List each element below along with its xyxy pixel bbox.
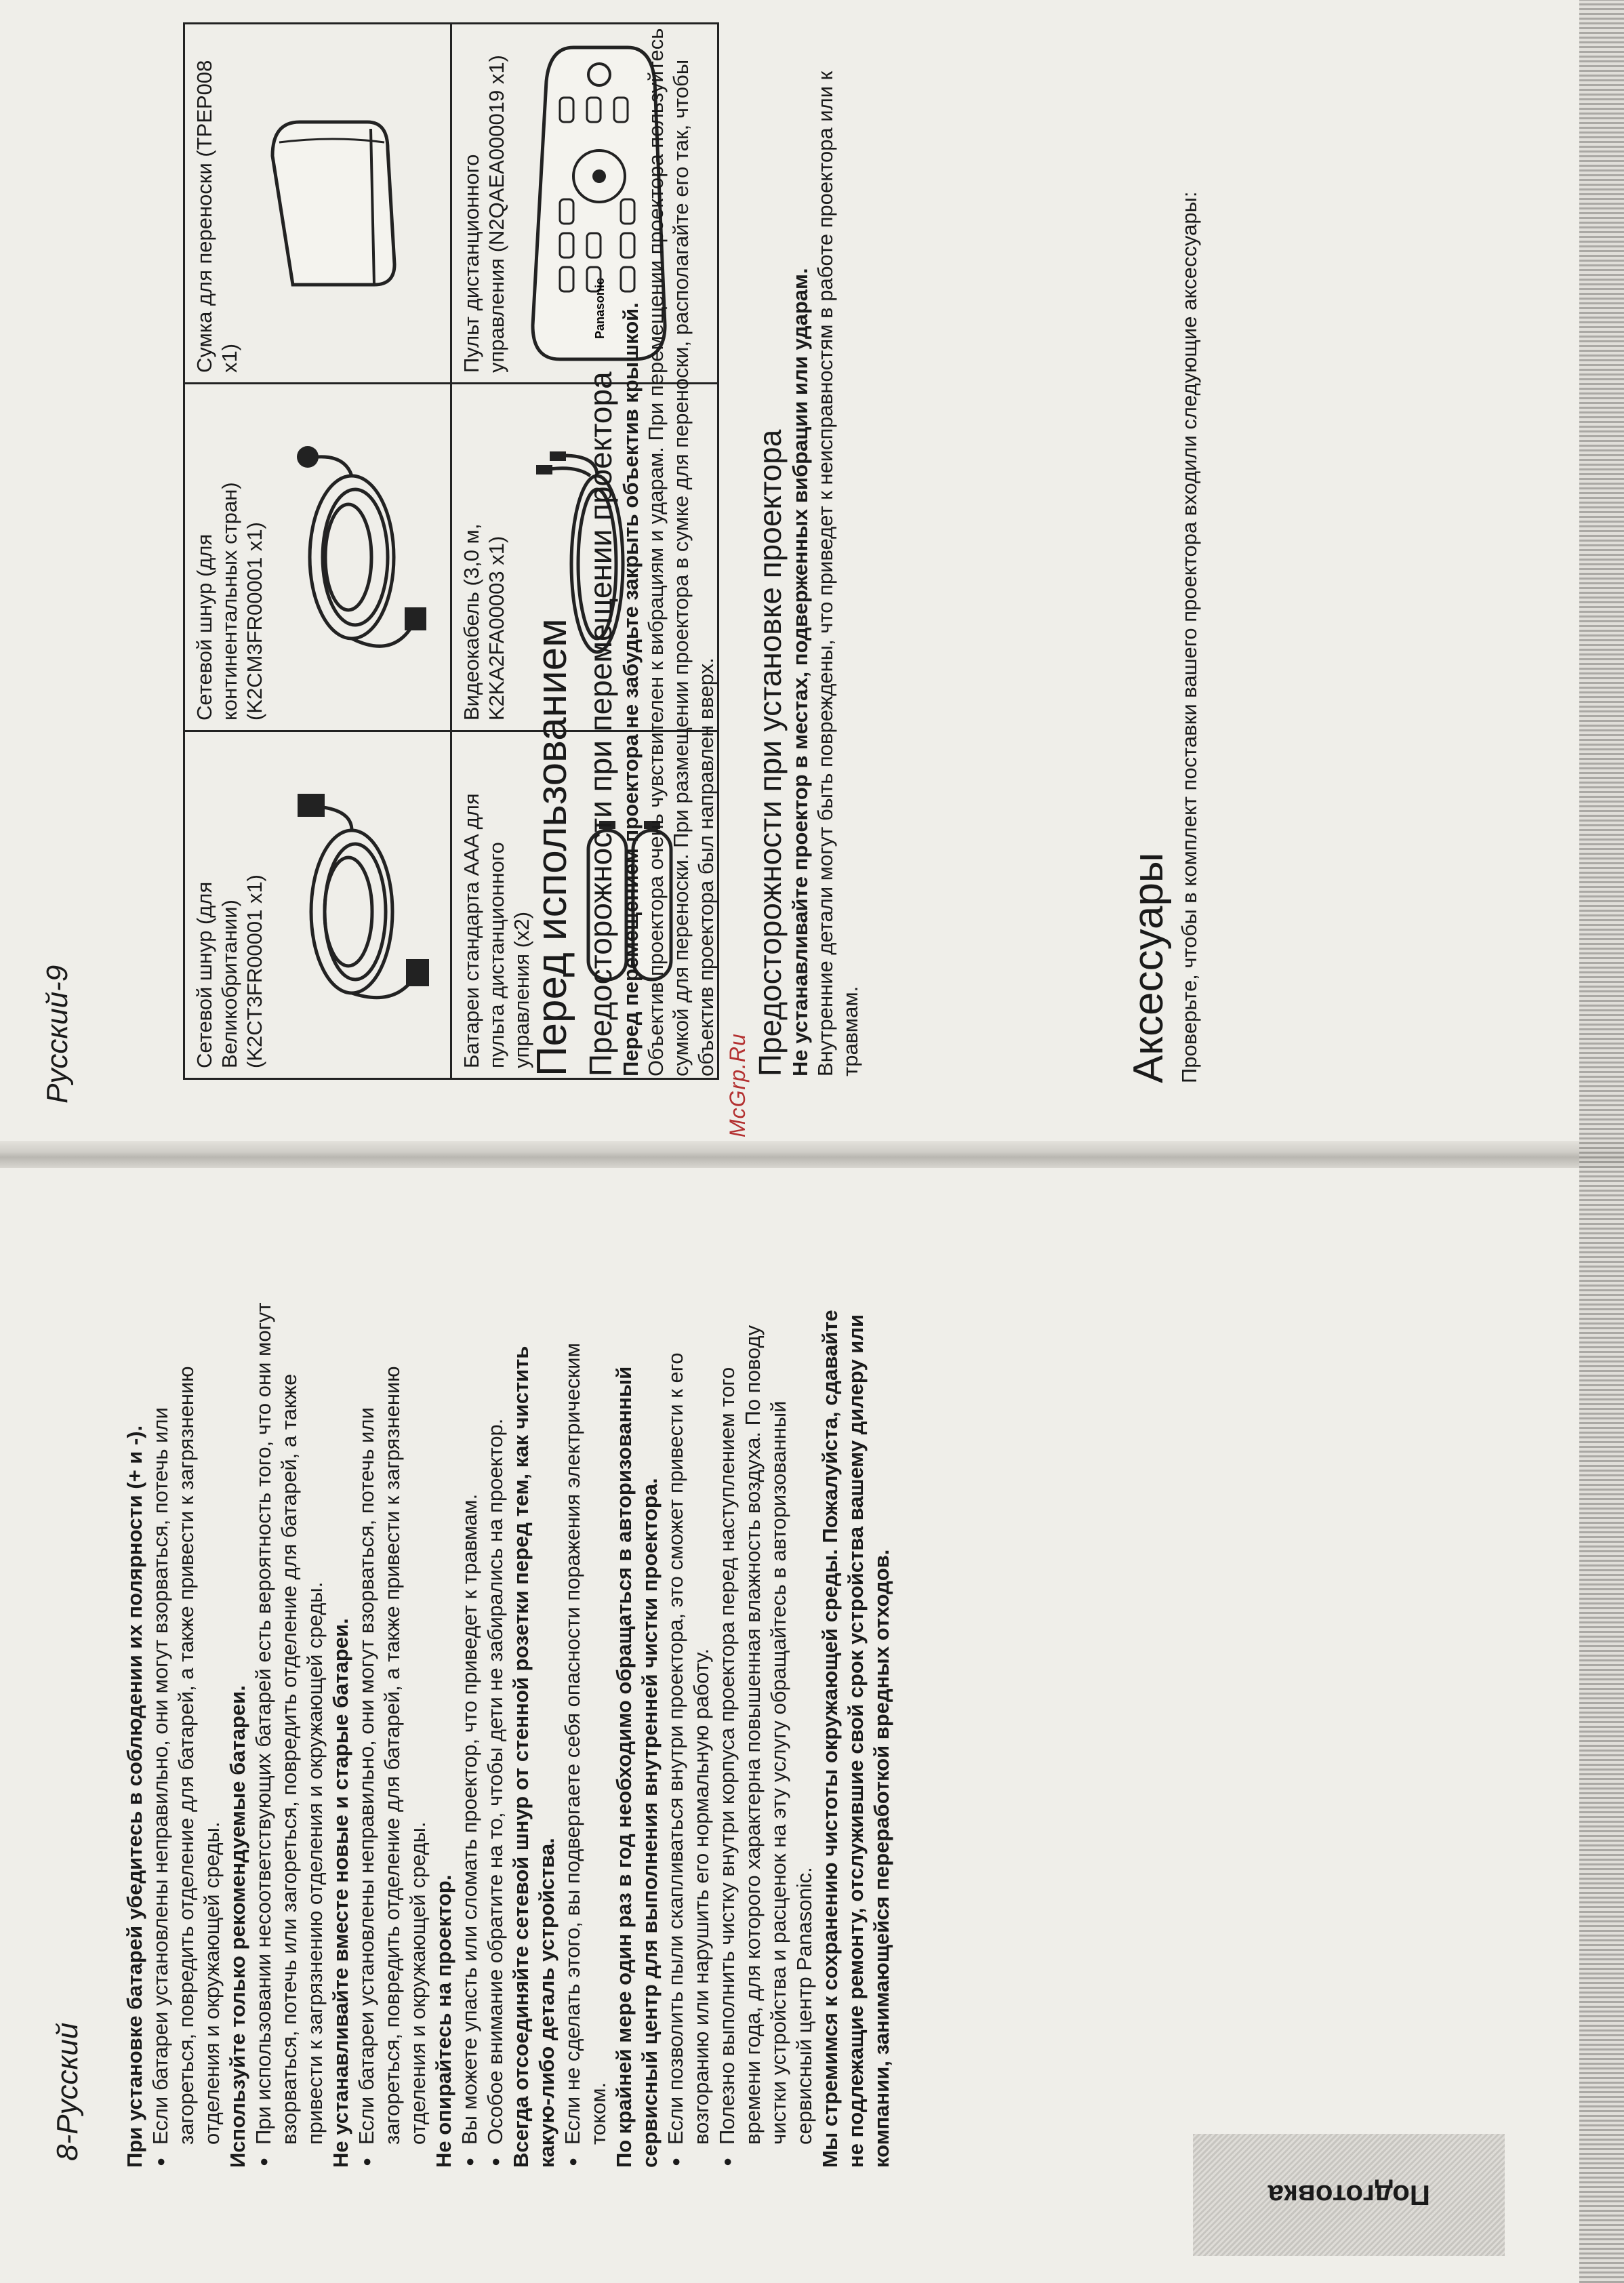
page-number-right: Русский-9 bbox=[41, 965, 74, 1104]
warning-bullet: ● Особое внимание обратите на то, чтобы дети не забирались на проектор. bbox=[483, 1300, 508, 2168]
move-text: Объектив проектора очень чувствителен к вибрациям и ударам. При перемещении проектора пользуйтесь сумкой для переноски. При размещении проектора в сумке для переноски, располагайте его так, чтобы объектив проектора был направлен вверх. bbox=[644, 28, 718, 1076]
accessories-intro: Проверьте, чтобы в комплект поставки вашего проектора входили следующие аксессуары: bbox=[1177, 191, 1201, 1083]
warning-heading: Не устанавливайте вместе новые и старые батареи. bbox=[329, 1618, 352, 2168]
accessory-label: Сетевой шнур (для Великобритании) (K2CT3FR00001 x1) bbox=[192, 874, 266, 1068]
warning-heading: Используйте только рекомендуемые батареи. bbox=[226, 1685, 249, 2168]
warning-bullet: ● Вы можете упасть или сломать проектор, что приведет к травмам. bbox=[457, 1300, 483, 2168]
warning-bullet: ● Если позволить пыли скапливаться внутри проектора, это сможет привести к его возгоранию или нарушить его нормальную работу. bbox=[663, 1300, 714, 2168]
accessory-label: Сетевой шнур (для континентальных стран) (K2CM3FR00001 x1) bbox=[192, 482, 266, 721]
scan-edge bbox=[1579, 0, 1624, 2283]
install-lead: Не устанавливайте проектор в местах, подверженных вибрации или ударам. bbox=[788, 268, 812, 1076]
accessory-label: Пульт дистанционного управления (N2QAEA000019 x1) bbox=[460, 55, 508, 373]
accessory-label: Батареи стандарта AAA для пульта дистанционного управления (x2) bbox=[460, 793, 533, 1068]
power-cord-eu-icon bbox=[267, 394, 443, 721]
warning-heading: При установке батарей убедитесь в соблюдении их полярности (+ и -). bbox=[123, 1425, 146, 2168]
page-number-left: 8-Русский bbox=[51, 2022, 84, 2161]
accessories-section bbox=[1125, 26, 1202, 1083]
left-page-text bbox=[122, 1300, 895, 2168]
accessories-title: Аксессуары bbox=[1125, 852, 1172, 1083]
warning-heading: По крайней мере один раз в год необходимо обращаться в авторизованный сервисный центр для выполнения внутренней чистки проектора. bbox=[612, 1366, 662, 2168]
power-cord-uk-icon bbox=[267, 742, 443, 1068]
usage-title: Перед использованием bbox=[529, 618, 575, 1076]
accessory-label: Видеокабель (3,0 м, K2KA2FA00003 x1) bbox=[460, 523, 508, 721]
carry-bag-icon bbox=[242, 34, 418, 373]
warning-bullet: ● При использовании несоответствующих батарей есть вероятность того, что они могут взорваться, потечь или загореться, повредить отделение для батарей, а также привести к загрязнению отделения и окружающей среды. bbox=[251, 1300, 328, 2168]
move-lead: Перед перемещением проектора не забудьте закрыть объектив крышкой. bbox=[619, 302, 643, 1076]
accessory-cell bbox=[184, 731, 451, 1079]
book-spine bbox=[0, 1141, 1624, 1168]
warning-bullet: ● Если не сделать этого, вы подвергаете себя опасности поражения электрическим током. bbox=[560, 1300, 611, 2168]
accessory-label: Сумка для переноски (TPEP008 x1) bbox=[192, 60, 241, 373]
watermark: McGrp.Ru bbox=[725, 1033, 750, 1137]
warning-bullet: ● Если батареи установлены неправильно, они могут взорваться, потечь или загореться, повредить отделение для батарей, а также привести к загрязнению отделения и окружающей среды. bbox=[148, 1300, 225, 2168]
warning-heading: Мы стремимся к сохранению чистоты окружающей среды. Пожалуйста, сдавайте не подлежащие ремонту, отслужившие свой срок устройства вашему дилеру или компании, занимающейся переработкой вредных отходов. bbox=[818, 1310, 893, 2168]
install-title: Предосторожности при установке проектора bbox=[752, 429, 788, 1076]
accessory-cell bbox=[184, 24, 451, 384]
move-title: Предосторожности при перемещении проектора bbox=[583, 371, 618, 1076]
section-tab: Подготовка bbox=[1267, 2179, 1430, 2211]
accessory-cell bbox=[184, 384, 451, 731]
install-text: Внутренние детали могут быть повреждены, что приведет к неисправностям в работе проектора или к травмам. bbox=[813, 70, 862, 1076]
warning-bullet: ● Полезно выполнить чистку внутри корпуса проектора перед наступлением того времени года, для которого характерна повышенная влажность воздуха. По поводу чистки устройства и расценок на эту услугу обращайтесь в авторизованный сервисный центр Panasonic. bbox=[714, 1300, 817, 2168]
warning-heading: Не опирайтесь на проектор. bbox=[432, 1874, 455, 2168]
warning-bullet: ● Если батареи установлены неправильно, они могут взорваться, потечь или загореться, повредить отделение для батарей, а также привести к загрязнению отделения и окружающей среды. bbox=[354, 1300, 431, 2168]
warning-heading: Всегда отсоединяйте сетевой шнур от стенной розетки перед тем, как чистить какую-либо деталь устройства. bbox=[509, 1346, 559, 2168]
remote-brand: Panasonic bbox=[593, 277, 607, 339]
